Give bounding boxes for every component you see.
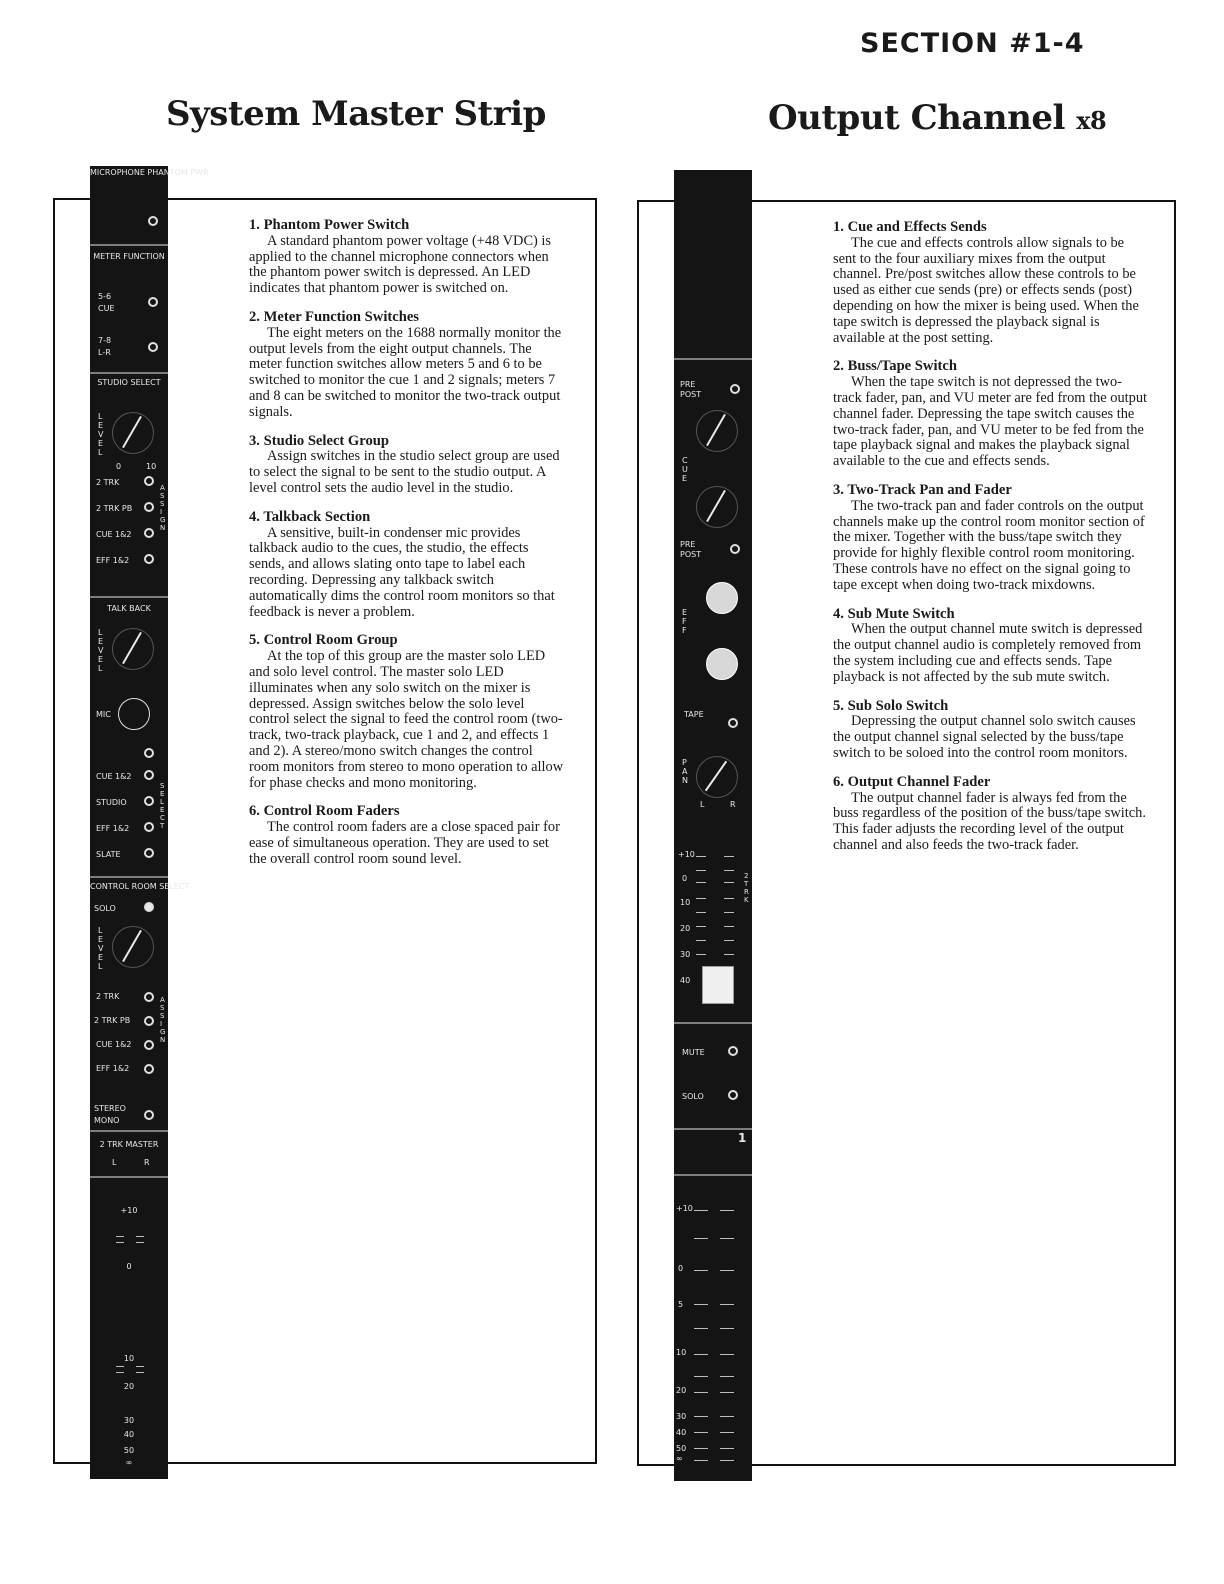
cue-pre-label: PRE (680, 380, 696, 389)
divider (90, 596, 168, 598)
item-title: Meter Function Switches (263, 308, 419, 325)
scale-tick-mark (724, 870, 734, 871)
item-number: 4. (249, 508, 260, 525)
item-heading (249, 804, 565, 820)
scale-tick-label: 20 (676, 1386, 687, 1395)
scale-tick-mark (720, 1392, 734, 1393)
scale-tick-mark (696, 882, 706, 883)
item-title: Control Room Faders (263, 803, 400, 820)
item-body: The eight meters on the 1688 normally monitor the output levels from the eight output channels. The meter function switches allow meters 5 and 6 to be switched to monitor the cue 1 and 2 signals; meters 7 and 8 can be switched to monitor the two-track output signals. (249, 324, 562, 420)
scale-tick-mark (724, 940, 734, 941)
item-body: A sensitive, built-in condenser mic provides talkback audio to the cues, the studio, the effects sends, and allows slating onto tape to label each recording. Depressing any talkback switch automatically dims the control room monitors so that feedback is never a problem. (249, 524, 555, 620)
studio-cue12-switch[interactable] (144, 528, 154, 538)
item-heading (833, 359, 1149, 375)
scale-tick-mark (694, 1460, 708, 1461)
item-heading (249, 434, 565, 450)
tb-slate-switch[interactable] (144, 848, 154, 858)
tb-eff12-label: EFF 1&2 (96, 824, 130, 833)
scale-tick-mark (696, 912, 706, 913)
master-solo-led-icon (144, 902, 154, 912)
item-body: The control room faders are a close spaced pair for ease of simultaneous operation. They are used to set the overall control room sound level. (249, 819, 560, 867)
left-text-column (249, 218, 565, 880)
item-body: The output channel fader is always fed from the buss regardless of the position of the buss/tape switch. This fader adjusts the recording level of the output channel and also feeds the two-track fader. (833, 789, 1146, 853)
cue1-send-knob[interactable] (696, 410, 738, 452)
studio-2trk-switch[interactable] (144, 476, 154, 486)
mute-switch[interactable] (728, 1046, 738, 1056)
meter-78-switch[interactable] (148, 342, 158, 352)
item-number: 2. (249, 308, 260, 325)
mf-78-label: 7-8 (98, 336, 112, 345)
scale-tick-mark (694, 1432, 708, 1433)
scale-tick-label: 50 (123, 1446, 135, 1455)
item-heading (249, 218, 565, 234)
tb-studio-label: STUDIO (96, 798, 127, 807)
scale-tick-mark (696, 856, 706, 857)
cr-cue12-label: CUE 1&2 (96, 1040, 132, 1049)
studio-eff12-label: EFF 1&2 (96, 556, 130, 565)
cr-level-letters: L E V E L (98, 926, 104, 971)
item-title: Two-Track Pan and Fader (847, 481, 1012, 498)
scale-tick-mark (720, 1432, 734, 1433)
right-title (768, 98, 1106, 138)
divider (674, 358, 752, 360)
item-heading (249, 310, 565, 326)
cr-2trk-label: 2 TRK (96, 992, 120, 1001)
mute-label: MUTE (682, 1048, 705, 1057)
item-title: Sub Solo Switch (847, 697, 949, 714)
scale-tick-mark (720, 1416, 734, 1417)
studio-2trk-label: 2 TRK (96, 478, 120, 487)
item-number: 2. (833, 358, 844, 375)
pan-r-label: R (730, 800, 736, 809)
scale-tick-mark (724, 954, 734, 955)
scale-tick-mark (116, 1366, 124, 1367)
scale-10: 10 (146, 462, 157, 471)
tb-studio-switch[interactable] (144, 796, 154, 806)
studio-assign-letters: A S S I G N (160, 484, 166, 532)
scale-0: 0 (116, 462, 122, 471)
master-label: 2 TRK MASTER (99, 1140, 159, 1149)
scale-tick-mark (694, 1238, 708, 1239)
divider (90, 876, 168, 878)
scale-tick-label: +10 (678, 850, 695, 859)
scale-tick-mark (694, 1354, 708, 1355)
item-body: When the output channel mute switch is depressed the output channel audio is completely removed from the system including cue and effects sends. Tape playback is not affected by the sub mute switch. (833, 621, 1143, 685)
item-number: 3. (249, 432, 260, 449)
divider (674, 1128, 752, 1130)
scale-tick-mark (136, 1366, 144, 1367)
eff1-send-knob[interactable] (706, 582, 738, 614)
right-text-column (833, 220, 1149, 867)
item-body: The cue and effects controls allow signals to be sent to the four auxiliary mixes from the output channel. Pre/post switches allow these controls to be used as either cue sends (pre) or effects sends (post) depending on how the mixer is being used. When the tape switch is depressed the playback signal is available at the post setting. (833, 234, 1139, 346)
cr-assign-letters: A S S I G N (160, 996, 166, 1044)
studio-2trkpb-label: 2 TRK PB (96, 504, 133, 513)
item-title: Output Channel Fader (847, 773, 991, 790)
tape-label: TAPE (684, 710, 704, 719)
item-heading (833, 699, 1149, 715)
trk-letters: 2 T R K (744, 872, 749, 904)
item-number: 4. (833, 605, 844, 622)
scale-tick-label: ∞ (125, 1458, 133, 1467)
scale-tick-label: +10 (676, 1204, 693, 1213)
item-body: A standard phantom power voltage (+48 VDC) is applied to the channel microphone connectors when the phantom power switch is depressed. An LED indicates that phantom power is switched on. (249, 232, 552, 297)
mf-lr-label: L-R (98, 348, 111, 357)
scale-tick-label: 0 (678, 1264, 684, 1273)
scale-tick-label: 5 (678, 1300, 684, 1309)
scale-tick-mark (694, 1328, 708, 1329)
item-body: When the tape switch is not depressed the two-track fader, pan, and VU meter are fed from the output channel fader. Depressing the tape switch causes the two-track fader, pan, and VU meter to be fed from the tape playback signal and makes the playback signal available to the cue and effects sends. (833, 374, 1148, 470)
divider (90, 372, 168, 374)
item-title: Sub Mute Switch (847, 605, 955, 622)
right-title-suffix: x8 (1076, 106, 1107, 135)
scale-tick-label: 10 (676, 1348, 687, 1357)
control-room-select-label: CONTROL ROOM SELECT (90, 882, 190, 891)
scale-tick-mark (694, 1304, 708, 1305)
scale-tick-mark (696, 954, 706, 955)
pan-knob[interactable] (696, 756, 738, 798)
scale-tick-label: 30 (680, 950, 691, 959)
eff-letters: E F F (682, 608, 688, 635)
scale-tick-mark (694, 1416, 708, 1417)
eff-pre-label: PRE (680, 540, 696, 549)
scale-tick-mark (720, 1210, 734, 1211)
scale-tick-mark (724, 882, 734, 883)
scale-tick-mark (720, 1304, 734, 1305)
pan-l-label: L (700, 800, 705, 809)
item-number: 1. (833, 219, 844, 235)
scale-tick-mark (724, 926, 734, 927)
right-title-text: Output Channel (768, 98, 1065, 138)
scale-tick-label: 30 (123, 1416, 135, 1425)
solo-switch[interactable] (728, 1090, 738, 1100)
left-title: System Master Strip (166, 94, 546, 134)
scale-tick-label: 50 (676, 1444, 687, 1453)
cr-2trk-switch[interactable] (144, 992, 154, 1002)
scale-tick-label: 10 (680, 898, 691, 907)
item-number: 3. (833, 481, 844, 498)
scale-tick-label: 0 (682, 874, 688, 883)
scale-tick-mark (116, 1372, 124, 1373)
scale-tick-mark (696, 898, 706, 899)
cue-letters: C U E (682, 456, 688, 483)
cue-pre-post-switch[interactable] (730, 384, 740, 394)
scale-tick-mark (116, 1236, 124, 1237)
talkback-label: TALK BACK (107, 604, 151, 613)
scale-tick-mark (720, 1328, 734, 1329)
item-body: Assign switches in the studio select group are used to select the signal to be sent to the studio output. A level control sets the audio level in the studio. (249, 448, 560, 496)
item-body: At the top of this group are the master solo LED and solo level control. The master solo LED illuminates when any solo switch on the mixer is depressed. Assign switches below the solo level control select the signal to feed the control room (two-track, two-track playback, cue 1 and 2, and effects 1 and 2). A stereo/mono switch changes the control room monitors from stereo to mono operation to allow for phase checks and mono monitoring. (249, 648, 564, 791)
pan-letters: P A N (682, 758, 688, 785)
two-track-fader-cap[interactable] (702, 966, 734, 1004)
scale-tick-mark (724, 856, 734, 857)
divider (90, 1130, 168, 1132)
studio-cue12-label: CUE 1&2 (96, 530, 132, 539)
studio-level-letters: L E V E L (98, 412, 104, 457)
studio-level-knob[interactable] (112, 412, 154, 454)
scale-tick-label: +10 (120, 1206, 138, 1215)
tb-select-letters: S E L E C T (160, 782, 165, 830)
phantom-label: MICROPHONE PHANTOM PWR (90, 168, 209, 177)
item-heading (833, 775, 1149, 791)
cr-eff12-switch[interactable] (144, 1064, 154, 1074)
system-master-strip (90, 166, 209, 1479)
tb-eff12-switch[interactable] (144, 822, 154, 832)
item-number: 6. (833, 773, 844, 790)
item-body: The two-track pan and fader controls on the output channels make up the control room monitor section of the mixer. Together with the buss/tape switch they provide for highly flexible control room monitoring. These controls have no effect on the signal going to tape except when doing two-track mixdowns. (833, 497, 1145, 593)
studio-select-label: STUDIO SELECT (97, 378, 161, 387)
scale-tick-mark (720, 1270, 734, 1271)
scale-tick-mark (694, 1448, 708, 1449)
tb-cue12-switch[interactable] (144, 770, 154, 780)
tb-cue12-label: CUE 1&2 (96, 772, 132, 781)
item-title: Phantom Power Switch (263, 217, 410, 233)
studio-2trkpb-switch[interactable] (144, 502, 154, 512)
scale-tick-label: 40 (123, 1430, 135, 1439)
phantom-led-icon (148, 216, 158, 226)
scale-tick-mark (136, 1236, 144, 1237)
stereo-mono-switch[interactable] (144, 1110, 154, 1120)
talkback-level-knob[interactable] (112, 628, 154, 670)
solo-level-knob[interactable] (112, 926, 154, 968)
item-number: 1. (249, 217, 260, 233)
scale-tick-label: 20 (680, 924, 691, 933)
talkback-led-icon (144, 748, 154, 758)
cr-cue12-switch[interactable] (144, 1040, 154, 1050)
item-title: Cue and Effects Sends (847, 219, 987, 235)
stereo-label: STEREO (94, 1104, 126, 1113)
item-title: Control Room Group (263, 632, 398, 649)
mono-label: MONO (94, 1116, 120, 1125)
scale-tick-label: 30 (676, 1412, 687, 1421)
item-title: Talkback Section (263, 508, 371, 525)
scale-tick-label: ∞ (676, 1454, 683, 1463)
divider (674, 1174, 752, 1176)
tb-slate-label: SLATE (96, 850, 121, 859)
item-body: Depressing the output channel solo switch causes the output channel signal selected by the buss/tape switch to be soloed into the control room monitors. (833, 713, 1136, 761)
studio-eff12-switch[interactable] (144, 554, 154, 564)
mf-56-label: 5-6 (98, 292, 112, 301)
scale-tick-mark (696, 870, 706, 871)
channel-number: 1 (738, 1131, 747, 1145)
section-label: SECTION #1-4 (860, 28, 1085, 59)
scale-tick-mark (720, 1376, 734, 1377)
divider (90, 244, 168, 246)
scale-tick-mark (694, 1392, 708, 1393)
item-title: Studio Select Group (263, 432, 390, 449)
cue2-send-knob[interactable] (696, 486, 738, 528)
item-number: 5. (249, 632, 260, 649)
scale-tick-mark (720, 1460, 734, 1461)
talkback-mic-icon (118, 698, 150, 730)
divider (674, 1022, 752, 1024)
item-heading (833, 607, 1149, 623)
scale-tick-mark (724, 898, 734, 899)
master-l-label: L (112, 1158, 117, 1167)
item-heading (833, 220, 1149, 236)
scale-tick-mark (136, 1372, 144, 1373)
output-channel-strip (674, 170, 752, 1481)
scale-tick-label: 10 (123, 1354, 135, 1363)
scale-tick-mark (720, 1448, 734, 1449)
item-heading (249, 510, 565, 526)
mf-cue-label: CUE (98, 304, 115, 313)
item-heading (833, 483, 1149, 499)
cr-2trkpb-label: 2 TRK PB (94, 1016, 131, 1025)
scale-tick-mark (696, 940, 706, 941)
scale-tick-mark (136, 1242, 144, 1243)
scale-tick-mark (724, 912, 734, 913)
item-number: 6. (249, 803, 260, 820)
eff-post-label: POST (680, 550, 702, 559)
eff2-send-knob[interactable] (706, 648, 738, 680)
mic-label: MIC (96, 710, 111, 719)
scale-tick-mark (694, 1270, 708, 1271)
scale-tick-label: 40 (680, 976, 691, 985)
scale-tick-label: 40 (676, 1428, 687, 1437)
solo-label: SOLO (94, 904, 116, 913)
item-title: Buss/Tape Switch (847, 358, 957, 375)
cr-eff12-label: EFF 1&2 (96, 1064, 130, 1073)
scale-tick-mark (720, 1238, 734, 1239)
cr-2trkpb-switch[interactable] (144, 1016, 154, 1026)
solo-label: SOLO (682, 1092, 704, 1101)
item-number: 5. (833, 697, 844, 714)
talkback-level-letters: L E V E L (98, 628, 104, 673)
buss-tape-switch[interactable] (728, 718, 738, 728)
scale-tick-label: 0 (126, 1262, 132, 1271)
cue-post-label: POST (680, 390, 702, 399)
meter-56-switch[interactable] (148, 297, 158, 307)
eff-pre-post-switch[interactable] (730, 544, 740, 554)
scale-tick-label: 20 (123, 1382, 135, 1391)
master-r-label: R (144, 1158, 150, 1167)
item-heading (249, 633, 565, 649)
scale-tick-mark (696, 926, 706, 927)
scale-tick-mark (694, 1376, 708, 1377)
scale-tick-mark (694, 1210, 708, 1211)
divider (90, 1176, 168, 1178)
scale-tick-mark (116, 1242, 124, 1243)
scale-tick-mark (720, 1354, 734, 1355)
meter-function-label: METER FUNCTION (93, 252, 165, 261)
